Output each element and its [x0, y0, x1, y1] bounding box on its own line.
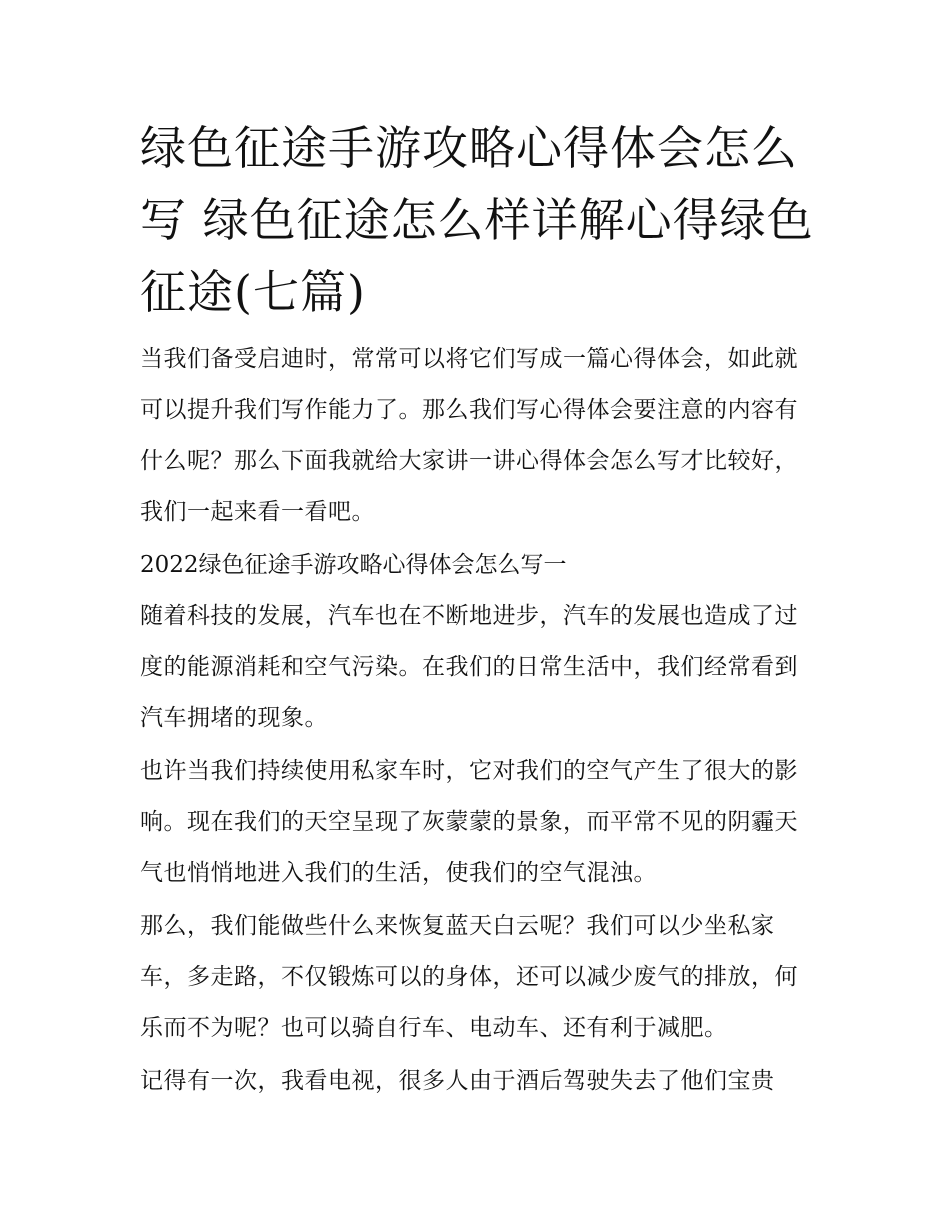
intro-paragraph: 当我们备受启迪时，常常可以将它们写成一篇心得体会，如此就可以提升我们写作能力了。那么我们写心得体会要注意的内容有什么呢？那么下面我就给大家讲一讲心得体会怎么写才比较好，我们一起来看一看吧。 — [140, 346, 798, 525]
section-title: 2022绿色征途手游攻略心得体会怎么写一 — [140, 552, 567, 578]
body-paragraph-2: 也许当我们持续使用私家车时，它对我们的空气产生了很大的影响。现在我们的天空呈现了灰蒙蒙的景象，而平常不见的阴霾天气也悄悄地进入我们的生活，使我们的空气混浊。 — [140, 758, 798, 886]
document-page — [140, 112, 820, 1109]
body-paragraph-4: 记得有一次，我看电视，很多人由于酒后驾驶失去了他们宝贵 — [140, 1068, 775, 1094]
document-title: 绿色征途手游攻略心得体会怎么写 绿色征途怎么样详解心得绿色征途(七篇) — [140, 121, 814, 319]
body-paragraph-3: 那么，我们能做些什么来恢复蓝天白云呢？我们可以少坐私家车，多走路，不仅锻炼可以的身体，还可以减少废气的排放，何乐而不为呢？也可以骑自行车、电动车、还有利于减肥。 — [140, 913, 798, 1041]
body-paragraph-1: 随着科技的发展，汽车也在不断地进步，汽车的发展也造成了过度的能源消耗和空气污染。在我们的日常生活中，我们经常看到汽车拥堵的现象。 — [140, 603, 798, 731]
